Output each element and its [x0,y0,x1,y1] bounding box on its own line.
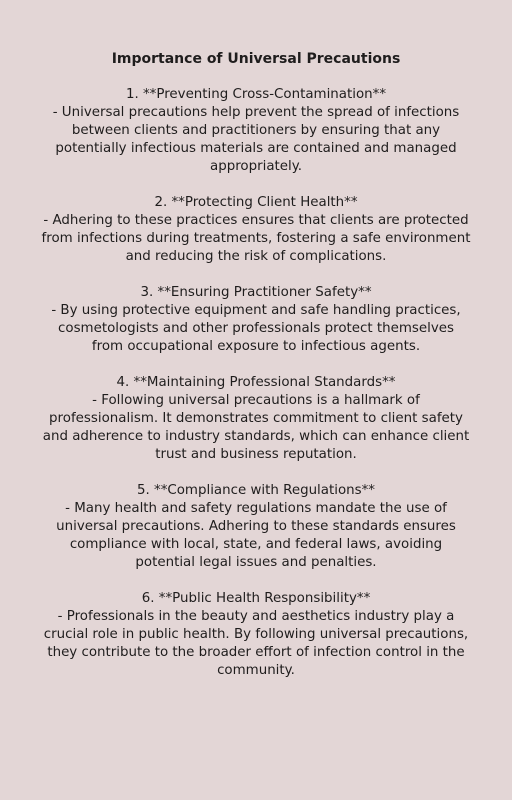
section-heading: 2. **Protecting Client Health** [154,195,358,210]
section-body: - Following universal precautions is a hallmark of professionalism. It demonstrates commitment to client safety and adherence to industry standards, which can enhance client trust and business reputation. [42,393,470,462]
section-body: - Many health and safety regulations mandate the use of universal precautions. Adhering to these standards ensures compliance with local, state, and federal laws, avoiding potential legal issues and penalties. [56,501,456,570]
section-body: - Professionals in the beauty and aesthetics industry play a crucial role in public health. By following universal precautions, they contribute to the broader effort of infection control in the community. [43,609,469,678]
section-body: - Universal precautions help prevent the spread of infections between clients and practitioners by ensuring that any potentially infectious materials are contained and managed appropriately. [52,105,460,174]
section-heading: 4. **Maintaining Professional Standards** [116,375,396,390]
section-ensuring-practitioner-safety [41,284,471,356]
section-compliance-with-regulations [41,482,471,572]
section-body: - Adhering to these practices ensures that clients are protected from infections during treatments, fostering a safe environment and reducing the risk of complications. [41,213,471,264]
section-heading: 3. **Ensuring Practitioner Safety** [140,285,372,300]
section-body: - By using protective equipment and safe handling practices, cosmetologists and other professionals protect themselves from occupational exposure to infectious agents. [51,303,461,354]
section-protecting-client-health [41,194,471,266]
section-preventing-cross-contamination [41,86,471,176]
section-heading: 1. **Preventing Cross-Contamination** [125,87,387,102]
section-public-health-responsibility [41,590,471,680]
section-maintaining-professional-standards [41,374,471,464]
section-heading: 6. **Public Health Responsibility** [141,591,371,606]
section-heading: 5. **Compliance with Regulations** [136,483,376,498]
page-title: Importance of Universal Precautions [111,51,401,67]
